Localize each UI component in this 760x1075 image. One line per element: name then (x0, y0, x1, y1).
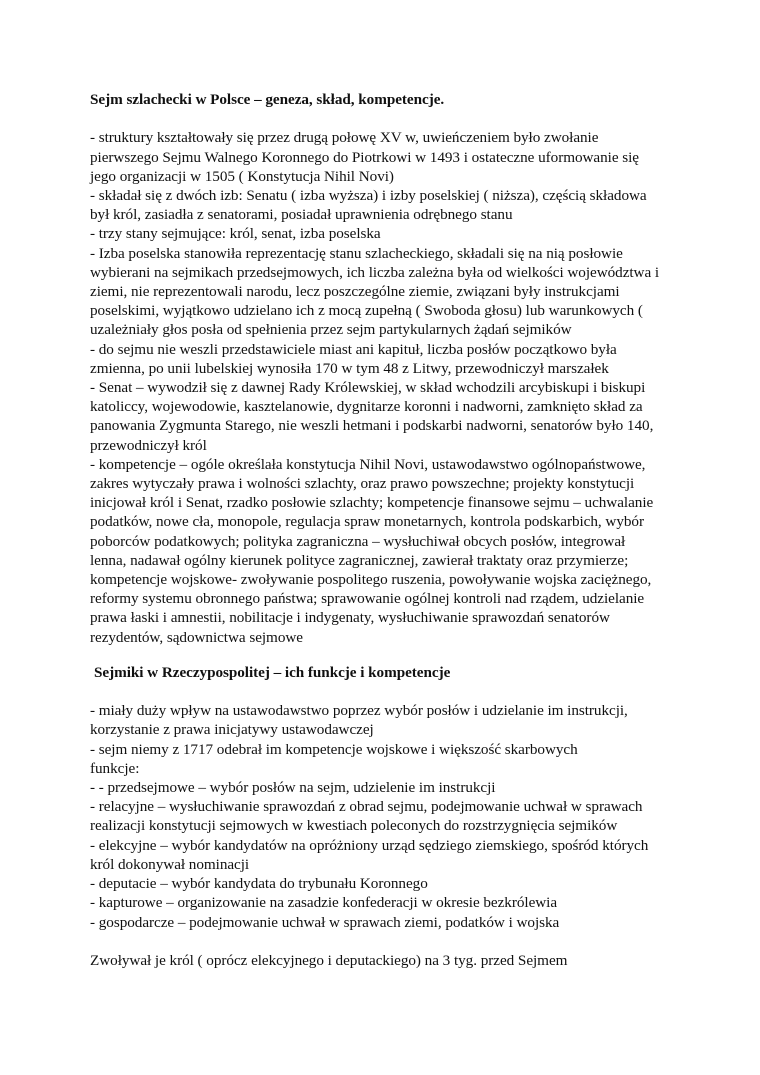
document-body (90, 90, 680, 970)
text-line: reformy systemu obronnego państwa; sprawowanie ogólnej kontroli nad rządem, udzielanie (90, 590, 645, 608)
text-line: - Izba poselska stanowiła reprezentację stanu szlacheckiego, składali się na nią posłowie (90, 244, 623, 262)
text-line: był król, zasiadła z senatorami, posiadał uprawnienia odrębnego stanu (90, 206, 513, 224)
text-line: - trzy stany sejmujące: król, senat, izba poselska (90, 225, 381, 243)
text-line: ziemi, nie reprezentowali narodu, lecz poszczególne ziemie, związani były instrukcjami (90, 283, 620, 301)
text-line: - Senat – wywodził się z dawnej Rady Królewskiej, w skład wchodzili arcybiskupi i biskupi (90, 379, 646, 397)
text-line: zmienna, po unii lubelskiej wynosiła 170 w tym 48 z Litwy, przewodniczył marszałek (90, 359, 609, 377)
text-line: przewodniczył król (90, 436, 207, 454)
text-line: pierwszego Sejmu Walnego Koronnego do Piotrkowi w 1493 i ostateczne uformowanie się (90, 148, 639, 166)
text-line: - gospodarcze – podejmowanie uchwał w sprawach ziemi, podatków i wojska (90, 913, 560, 931)
spacer (90, 932, 680, 951)
text-line: - relacyjne – wysłuchiwanie sprawozdań z obrad sejmu, podejmowanie uchwał w sprawach (90, 798, 643, 816)
text-line: podatków, nowe cła, monopole, regulacja spraw monetarnych, kontrola podskarbich, wybór (90, 513, 644, 531)
text-line: zakres wytyczały prawa i wolności szlachty, oraz prawo powszechne; projekty konstytucji (90, 475, 635, 493)
text-line: kompetencje wojskowe- zwoływanie pospolitego ruszenia, powoływanie wojska zaciężnego, (90, 571, 652, 589)
text-line: wybierani na sejmikach przedsejmowych, ich liczba zależna była od wielkości województwa i (90, 263, 660, 281)
text-line: realizacji konstytucji sejmowych w kwestiach poleconych do rozstrzygnięcia sejmików (90, 817, 618, 835)
text-line: - kompetencje – ogóle określała konstytucja Nihil Novi, ustawodawstwo ogólnopaństwowe, (90, 455, 646, 473)
text-line: lenna, nadawał ogólny kierunek polityce zagranicznej, zawierał traktaty oraz przymierze; (90, 551, 629, 569)
text-line: - elekcyjne – wybór kandydatów na opróżniony urząd sędziego ziemskiego, spośród których (90, 836, 649, 854)
text-line: - struktury kształtowały się przez drugą połowę XV w, uwieńczeniem było zwołanie (90, 129, 599, 147)
text-line: uzależniały głos posła od spełnienia przez sejm partykularnych żądań sejmików (90, 321, 572, 339)
spacer (90, 647, 680, 663)
text-line: poborców podatkowych; polityka zagraniczna – wysłuchiwał obcych posłów, integrował (90, 532, 626, 550)
spacer (90, 109, 680, 128)
section-title-sejmiki: Sejmiki w Rzeczypospolitej – ich funkcje i kompetencje (94, 663, 451, 681)
section-title-sejm: Sejm szlachecki w Polsce – geneza, skład, kompetencje. (90, 91, 445, 108)
text-line: - składał się z dwóch izb: Senatu ( izba wyższa) i izby poselskiej ( niższa), częścią składowa (90, 187, 647, 204)
text-line: katoliccy, wojewodowie, kasztelanowie, dygnitarze koronni i nadworni, zamknięto skład za (90, 398, 643, 416)
text-line: król dokonywał nominacji (90, 855, 250, 873)
text-line: - do sejmu nie weszli przedstawiciele miast ani kapituł, liczba posłów początkowo była (90, 340, 617, 358)
text-line: panowania Zygmunta Starego, nie weszli hetmani i podskarbi nadworni, senatorów było 140, (90, 417, 654, 435)
closing-line: Zwoływał je król ( oprócz elekcyjnego i deputackiego) na 3 tyg. przed Sejmem (90, 951, 568, 969)
text-line: jego organizacji w 1505 ( Konstytucja Nihil Novi) (90, 167, 394, 185)
text-line: rezydentów, sądownictwa sejmowe (90, 628, 303, 646)
text-line: poselskimi, wyjątkowo udzielano ich z mocą zupełną ( Swoboda głosu) lub warunkowych ( (90, 302, 643, 320)
text-line: prawa łaski i amnestii, nobilitacje i indygenaty, wysłuchiwanie sprawozdań senatorów (90, 609, 610, 627)
text-line: - miały duży wpływ na ustawodawstwo poprzez wybór posłów i udzielanie im instrukcji, (90, 702, 628, 720)
text-line: funkcje: (90, 759, 140, 777)
text-line: - deputacie – wybór kandydata do trybunału Koronnego (90, 875, 428, 893)
spacer (90, 682, 680, 701)
text-line: - sejm niemy z 1717 odebrał im kompetencje wojskowe i większość skarbowych (90, 740, 578, 758)
text-line: inicjował król i Senat, rzadko posłowie szlachty; kompetencje finansowe sejmu – uchwalanie (90, 494, 654, 512)
text-line: korzystanie z prawa inicjatywy ustawodawczej (90, 721, 374, 739)
text-line: - - przedsejmowe – wybór posłów na sejm, udzielenie im instrukcji (90, 779, 496, 797)
text-line: - kapturowe – organizowanie na zasadzie konfederacji w okresie bezkrólewia (90, 894, 558, 912)
